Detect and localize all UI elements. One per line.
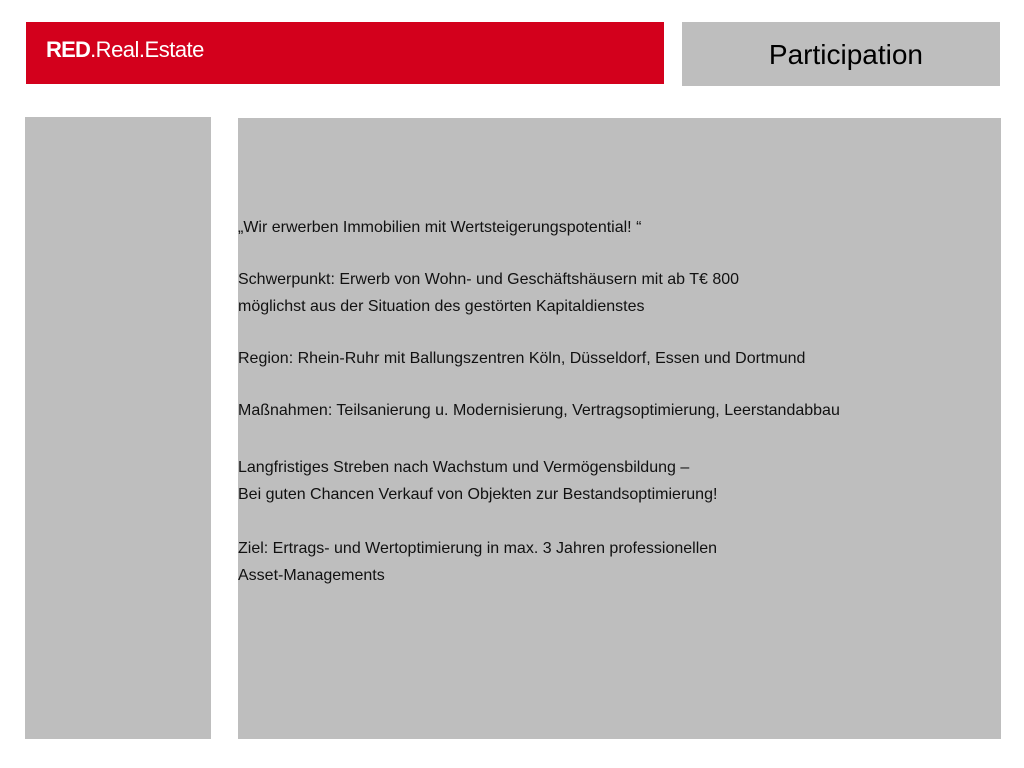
title-box — [682, 22, 1000, 86]
paragraph-region — [238, 345, 978, 372]
paragraph-measures — [238, 397, 978, 424]
paragraph-line: Langfristiges Streben nach Wachstum und Vermögensbildung – — [238, 459, 690, 476]
sidebar-panel — [25, 117, 211, 739]
logo-wordmark-light: .Real.Estate — [90, 37, 204, 62]
page-title: Participation — [768, 39, 923, 70]
paragraph-slogan — [238, 214, 978, 241]
paragraph-line: Bei guten Chancen Verkauf von Objekten zur Bestandsoptimierung! — [238, 486, 718, 503]
paragraph-line: Schwerpunkt: Erwerb von Wohn- und Geschäftshäusern mit ab T€ 800 — [238, 271, 740, 288]
content-text — [238, 214, 978, 589]
paragraph-focus — [238, 266, 978, 320]
paragraph-line: Ziel: Ertrags- und Wertoptimierung in max. 3 Jahren professionellen — [238, 540, 718, 557]
paragraph-line: möglichst aus der Situation des gestörten Kapitaldienstes — [238, 298, 645, 315]
paragraph-line: Maßnahmen: Teilsanierung u. Modernisierung, Vertragsoptimierung, Leerstandabbau — [238, 402, 840, 419]
paragraph-line: Asset-Managements — [238, 567, 385, 584]
brand-bar — [26, 22, 664, 84]
company-logo — [46, 36, 204, 64]
paragraph-goal — [238, 535, 978, 589]
paragraph-line: „Wir erwerben Immobilien mit Wertsteigerungspotential! “ — [238, 219, 642, 236]
logo-wordmark-strong: RED — [46, 37, 91, 62]
paragraph-growth — [238, 454, 978, 508]
paragraph-line: Region: Rhein-Ruhr mit Ballungszentren Köln, Düsseldorf, Essen und Dortmund — [238, 350, 806, 367]
content-panel — [238, 118, 1001, 739]
